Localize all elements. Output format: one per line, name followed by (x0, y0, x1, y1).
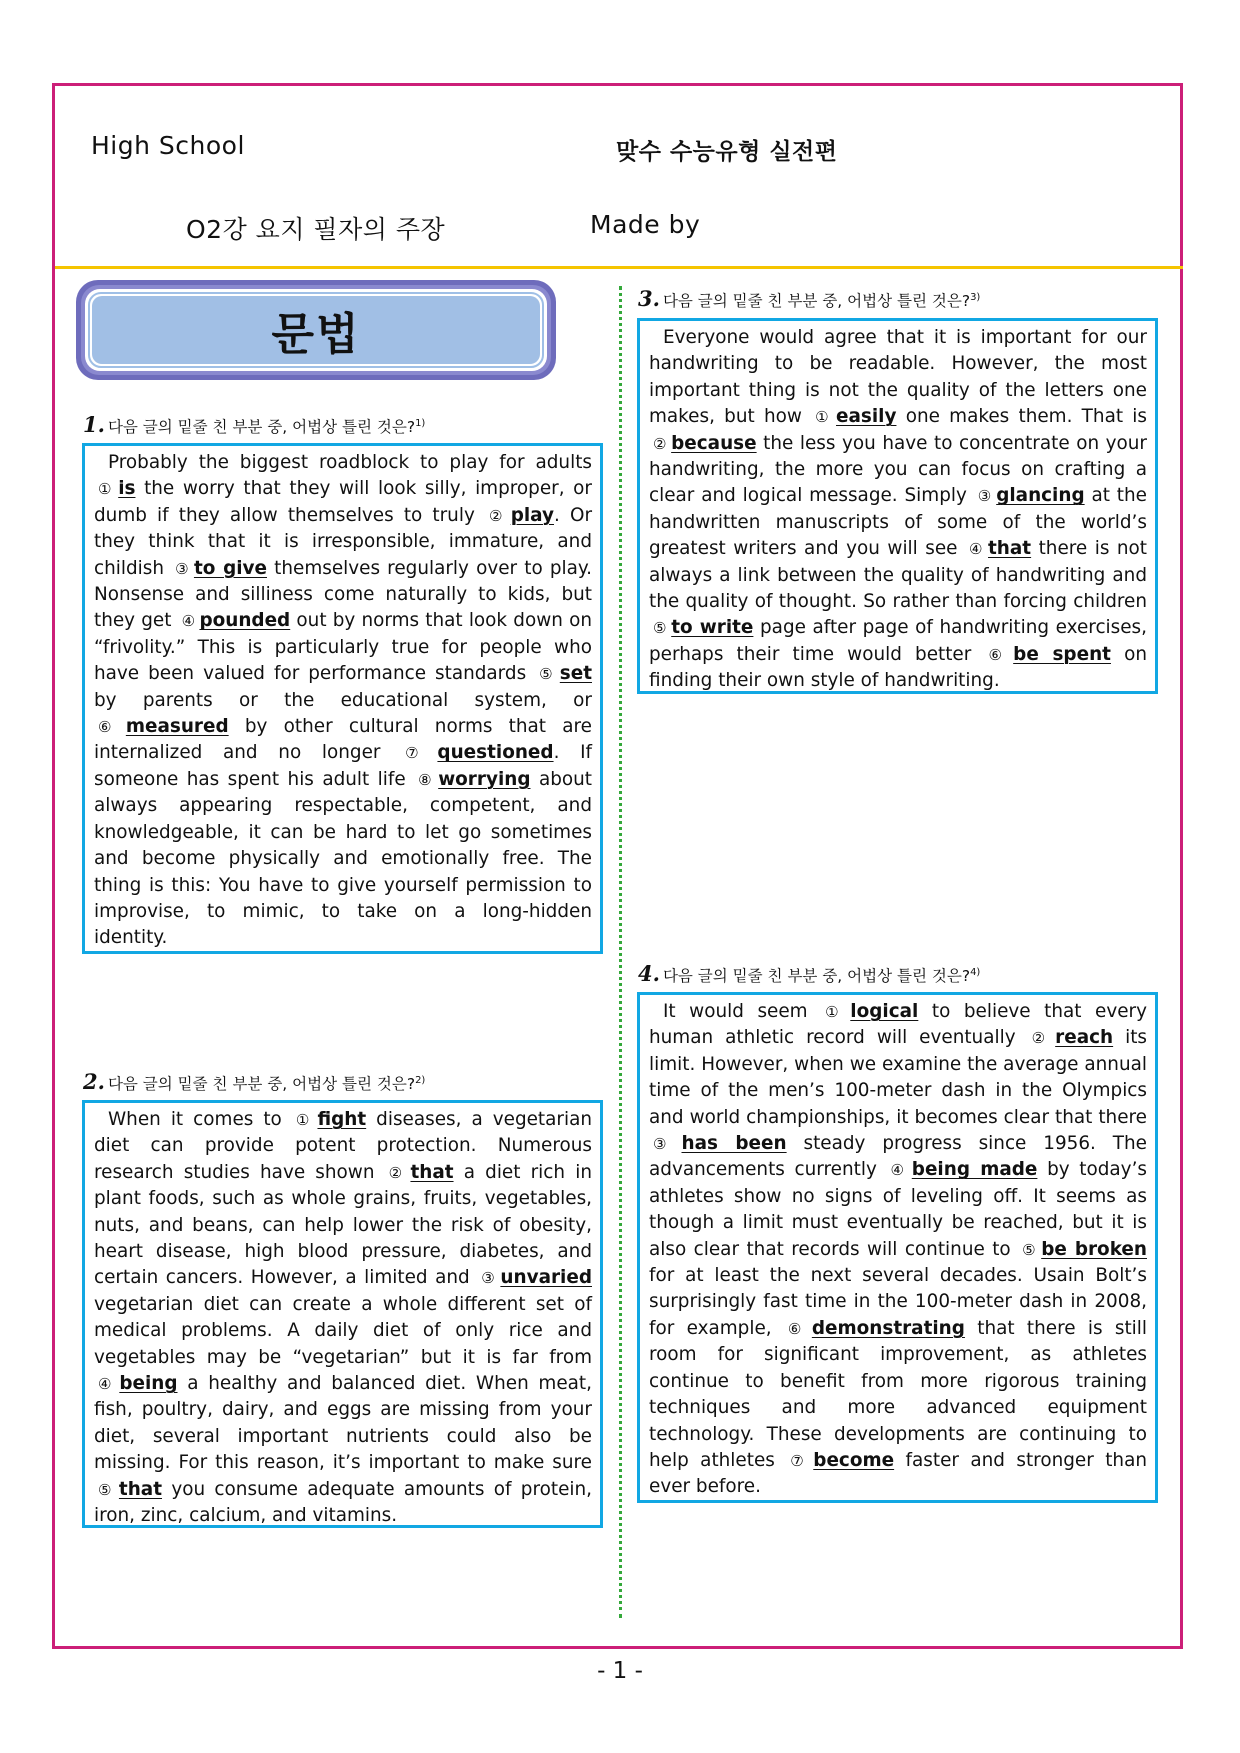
underlined-choice: to write (671, 617, 754, 639)
underlined-choice: reach (1055, 1027, 1114, 1049)
choice-marker: ① (98, 480, 115, 499)
choice-marker: ⑦ (405, 744, 434, 763)
choice-marker: ① (815, 408, 833, 427)
choice-marker: ② (653, 434, 668, 453)
choice-marker: ⑥ (988, 645, 1010, 664)
underlined-choice: is (118, 478, 136, 500)
choice-marker: ③ (653, 1135, 678, 1154)
underlined-choice: being (119, 1373, 178, 1395)
underlined-choice: set (559, 663, 592, 685)
series-title: 맞수 수능유형 실전편 (616, 139, 838, 165)
underlined-choice: questioned (437, 742, 554, 764)
choice-marker: ④ (890, 1161, 908, 1180)
underlined-choice: because (671, 432, 757, 454)
underlined-choice: easily (836, 406, 897, 428)
underlined-choice: being made (911, 1159, 1038, 1181)
question-prompt: 다음 글의 밑줄 친 부분 중, 어법상 틀린 것은? (107, 418, 416, 436)
question-prompt: 다음 글의 밑줄 친 부분 중, 어법상 틀린 것은? (107, 1075, 416, 1093)
choice-marker: ④ (968, 540, 985, 559)
section-title-badge (76, 280, 556, 380)
choice-marker: ④ (181, 612, 196, 631)
choice-marker: ⑤ (539, 665, 556, 684)
choice-marker: ① (825, 1003, 847, 1021)
header-divider (55, 266, 1183, 269)
underlined-choice: be spent (1013, 643, 1111, 665)
choice-marker: ② (488, 506, 507, 525)
underlined-choice: that (118, 1478, 163, 1500)
underlined-choice: measured (125, 716, 229, 738)
underlined-choice: that (988, 538, 1032, 560)
choice-marker: ⑦ (790, 1451, 810, 1470)
choice-marker: ③ (977, 487, 993, 506)
underlined-choice: worrying (438, 768, 531, 790)
choice-marker: ⑤ (1022, 1240, 1038, 1259)
footnote-ref: 1) (415, 417, 426, 429)
choice-marker: ④ (98, 1375, 116, 1394)
section-title: 문법 (92, 296, 540, 364)
question-number: 1. (83, 412, 105, 437)
choice-marker: ⑥ (787, 1319, 808, 1338)
underlined-choice: unvaried (500, 1267, 592, 1289)
choice-marker: ⑤ (98, 1480, 115, 1499)
page-number: - 1 - (597, 1658, 643, 1684)
question-1-heading (83, 412, 425, 437)
lesson-title: O2강 요지 필자의 주장 (186, 215, 446, 244)
made-by-label: Made by (590, 210, 701, 239)
underlined-choice: has been (681, 1133, 787, 1155)
footnote-ref: 2) (415, 1074, 426, 1086)
underlined-choice: fight (317, 1109, 367, 1130)
passage-text: Probably the biggest roadblock to play for adults ① is the worry that they will look silly, improper, or dumb if they allow themselves to truly ② play. Or they think that it is irresponsible, immature, and childish ③ to give themselves regularly over to play. Nonsense and silliness come naturally to kids, but they get ④ pounded out by norms that look down on “frivolity.” This is particularly true for people who have been valued for performance standards ⑤ set by parents or the educational system, or ⑥ measured by other cultural norms that are internalized and no longer ⑦ questioned. If someone has spent his adult life ⑧ worrying about always appearing respectable, competent, and knowledgeable, it can be hard to let go sometimes and become physically and emotionally free. The thing is this: You have to give yourself permission to improvise, to mimic, to take on a long-hidden identity. (94, 452, 593, 949)
column-divider (619, 286, 622, 1618)
footnote-ref: 3) (970, 291, 981, 303)
question-prompt: 다음 글의 밑줄 친 부분 중, 어법상 틀린 것은? (662, 292, 971, 310)
choice-marker: ① (295, 1111, 314, 1129)
question-1-passage (82, 443, 603, 954)
choice-marker: ③ (481, 1269, 497, 1288)
underlined-choice: become (813, 1449, 895, 1471)
question-number: 4. (638, 961, 660, 986)
question-number: 2. (83, 1069, 105, 1094)
choice-marker: ⑧ (418, 770, 435, 789)
question-2-heading (83, 1069, 425, 1094)
underlined-choice: logical (850, 1001, 919, 1022)
passage-text: When it comes to ① fight diseases, a vegetarian diet can provide potent protection. Numerous research studies have shown ② that a diet rich in plant foods, such as whole grains, fruits, vegetables, nuts, and beans, can help lower the risk of obesity, heart disease, high blood pressure, diabetes, and certain cancers. However, a limited and ③ unvaried vegetarian diet can create a whole different set of medical problems. A daily diet of only rice and vegetables may be “vegetarian” but it is far from ④ being a healthy and balanced diet. When meat, fish, poultry, dairy, and eggs are missing from your diet, several important nutrients could also be missing. For this reason, it’s important to make sure ⑤ that you consume adequate amounts of protein, iron, zinc, calcium, and vitamins. (94, 1109, 593, 1527)
choice-marker: ② (1031, 1029, 1052, 1048)
passage-text: It would seem ① logical to believe that every human athletic record will eventually ② reach its limit. However, when we examine the average annual time of the men’s 100-meter dash in the Olympics and world championships, it becomes clear that there ③ has been steady progress since 1956. The advancements currently ④ being made by today’s athletes show no signs of leveling off. It seems as though a limit must eventually be reached, but it is also clear that records will continue to ⑤ be broken for at least the next several decades. Usain Bolt’s surprisingly fast time in the 100-meter dash in 2008, for example, ⑥ demonstrating that there is still room for significant improvement, as athletes continue to benefit from more rigorous training techniques and more advanced equipment technology. These developments are continuing to help athletes ⑦ become faster and stronger than ever before. (649, 1001, 1148, 1498)
choice-marker: ③ (175, 559, 190, 578)
question-prompt: 다음 글의 밑줄 친 부분 중, 어법상 틀린 것은? (662, 967, 971, 985)
school-level: High School (91, 131, 245, 160)
choice-marker: ② (388, 1163, 407, 1182)
passage-text: Everyone would agree that it is important for our handwriting to be readable. However, the most important thing is not the quality of the letters one makes, but how ① easily one makes them. That is ② because the less you have to concentrate on your handwriting, the more you can focus on crafting a clear and logical message. Simply ③ glancing at the handwritten manuscripts of some of the world’s greatest writers and you will see ④ that there is not always a link between the quality of handwriting and the quality of thought. So rather than forcing children ⑤ to write page after page of handwriting exercises, perhaps their time would better ⑥ be spent on finding their own style of handwriting. (649, 327, 1147, 692)
question-3-heading (638, 286, 980, 311)
underlined-choice: glancing (996, 485, 1085, 507)
underlined-choice: pounded (199, 610, 291, 632)
question-3-passage (637, 318, 1158, 694)
question-4-heading (638, 961, 980, 986)
underlined-choice: demonstrating (811, 1317, 965, 1339)
underlined-choice: that (410, 1161, 454, 1183)
footnote-ref: 4) (970, 966, 981, 978)
question-2-passage (82, 1100, 603, 1528)
question-number: 3. (638, 286, 660, 311)
choice-marker: ⑤ (653, 619, 668, 638)
choice-marker: ⑥ (98, 718, 122, 737)
underlined-choice: to give (193, 557, 267, 579)
underlined-choice: play (510, 504, 554, 526)
underlined-choice: be broken (1041, 1238, 1147, 1260)
question-4-passage (637, 992, 1158, 1503)
